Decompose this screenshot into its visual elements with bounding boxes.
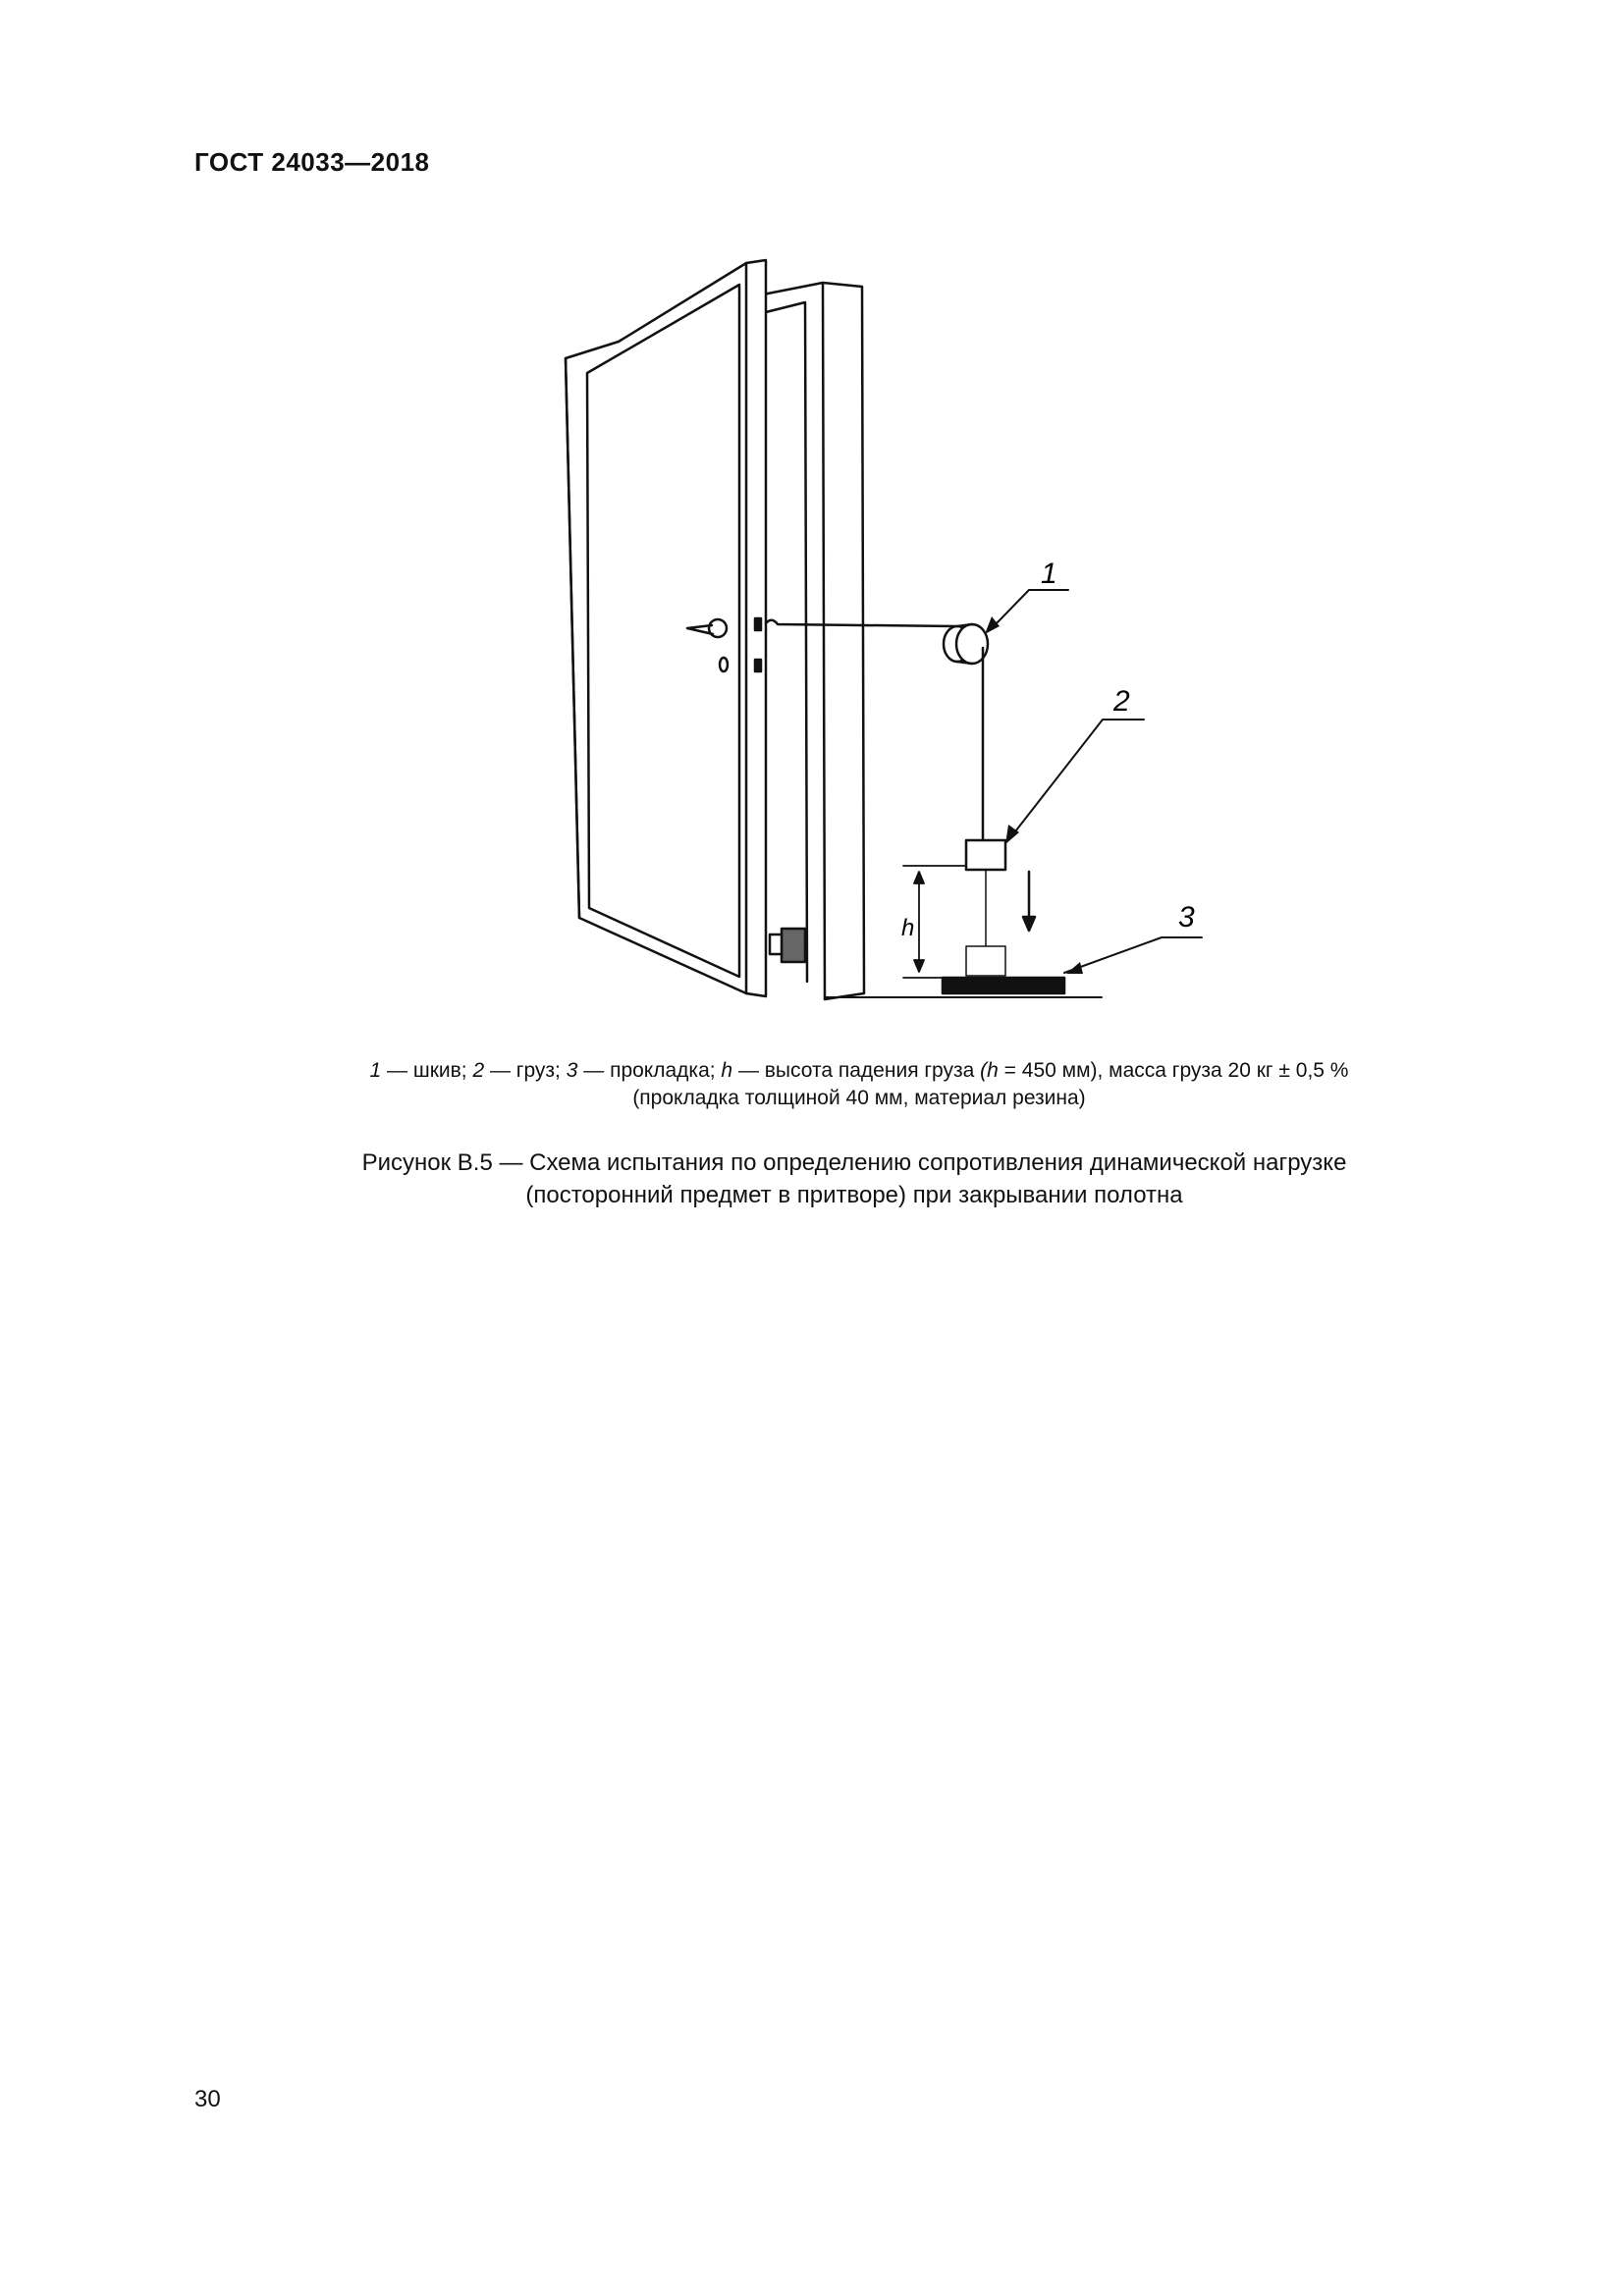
callout-1: 1 (1041, 558, 1057, 590)
door-frame (763, 283, 864, 999)
figure-legend (295, 1057, 1424, 1112)
caption-line-2: (посторонний предмет в притворе) при закрывании полотна (525, 1182, 1183, 1208)
weight-icon (966, 840, 1005, 870)
callout-h: h (901, 915, 915, 941)
drop-direction-arrow (1023, 872, 1035, 931)
door-leaf (566, 260, 766, 996)
pulley-icon (944, 624, 988, 664)
page-number: 30 (194, 2086, 221, 2112)
rubber-pad (943, 978, 1064, 993)
weight-dropped-icon (966, 946, 1005, 976)
test-scheme-figure (0, 0, 1624, 1080)
callout-2: 2 (1113, 685, 1130, 718)
figure-caption (255, 1147, 1453, 1211)
legend-line-1: 1 — шкив; 2 — груз; 3 — прокладка; h — высота падения груза (h = 450 мм), масса груза 20 кг ± 0,5 % (369, 1059, 1349, 1082)
callout-3: 3 (1178, 901, 1195, 934)
legend-line-2: (прокладка толщиной 40 мм, материал резина) (632, 1087, 1086, 1109)
document-header: ГОСТ 24033—2018 (194, 147, 430, 177)
callout-leaders (994, 581, 1202, 973)
foreign-object-icon (770, 929, 805, 962)
cord-horizontal (766, 620, 957, 626)
caption-line-1: Рисунок В.5 — Схема испытания по определению сопротивления динамической нагрузке (361, 1149, 1347, 1176)
